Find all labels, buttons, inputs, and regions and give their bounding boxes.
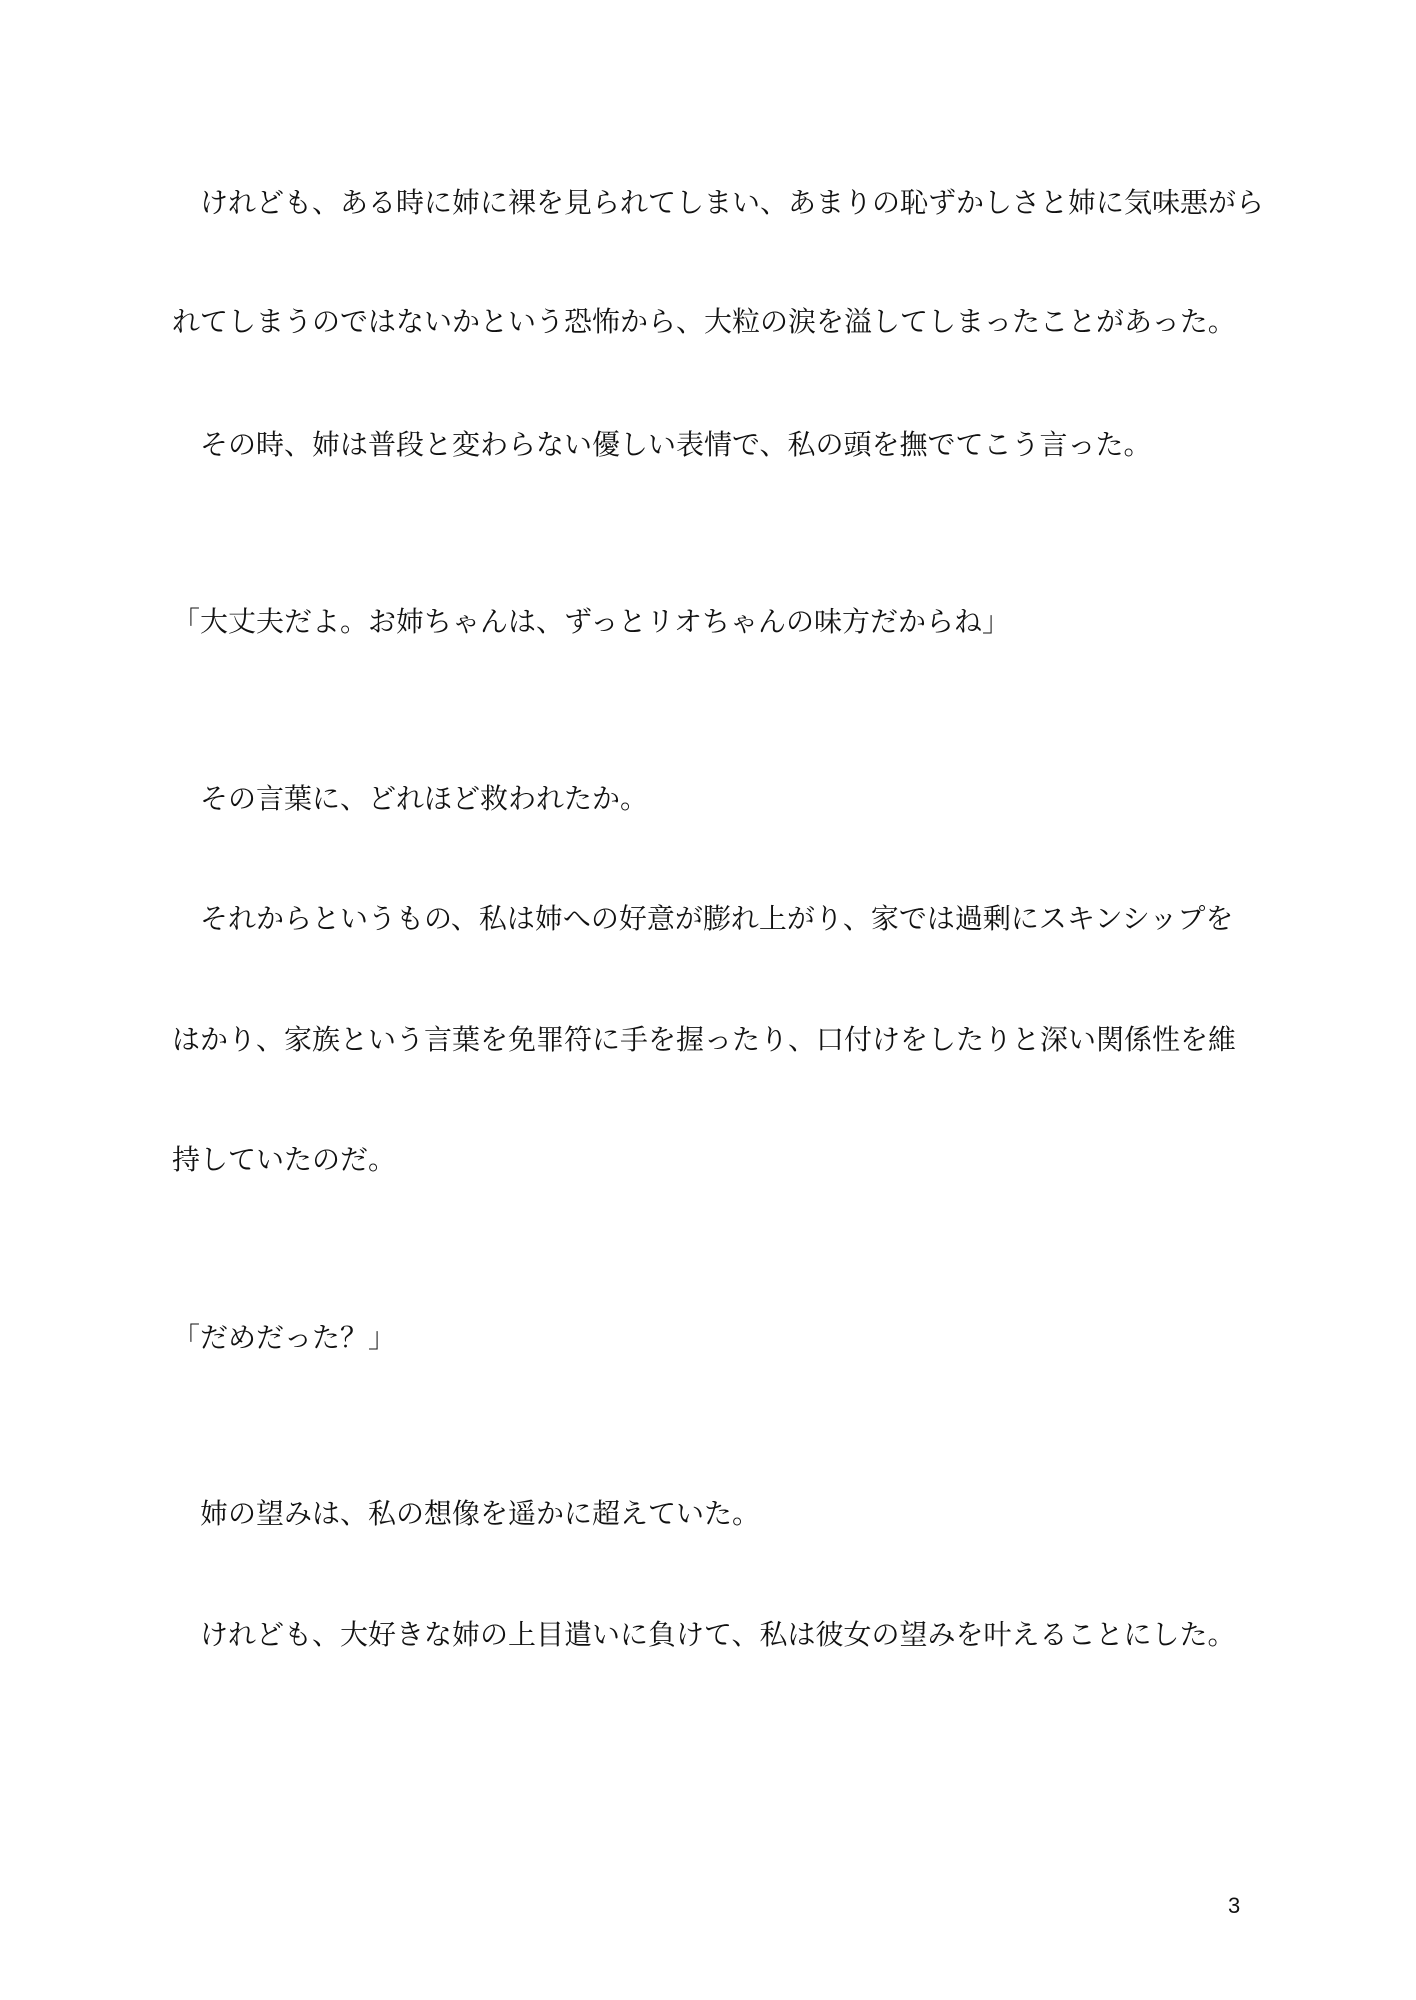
text-line: それからというもの、私は姉への好意が膨れ上がり、家では過剰にスキンシップを (172, 902, 1234, 935)
text-line: けれども、大好きな姉の上目遣いに負けて、私は彼女の望みを叶えることにした。 (172, 1618, 1236, 1651)
text-line: れてしまうのではないかという恐怖から、大粒の涙を溢してしまったことがあった。 (172, 305, 1236, 338)
dialogue-line: 「だめだった？」 (172, 1321, 397, 1354)
text-line: けれども、ある時に姉に裸を見られてしまい、あまりの恥ずかしさと姉に気味悪がら (172, 186, 1265, 219)
text-line: 持していたのだ。 (172, 1143, 397, 1176)
text-line: その言葉に、どれほど救われたか。 (172, 782, 649, 815)
page-number: 3 (1228, 1893, 1241, 1918)
dialogue-line: 「大丈夫だよ。お姉ちゃんは、ずっとリオちゃんの味方だからね」 (172, 605, 1011, 638)
text-line: 姉の望みは、私の想像を遥かに超えていた。 (172, 1497, 761, 1530)
text-line: その時、姉は普段と変わらない優しい表情で、私の頭を撫でてこう言った。 (172, 428, 1152, 461)
text-line: はかり、家族という言葉を免罪符に手を握ったり、口付けをしたりと深い関係性を維 (172, 1023, 1237, 1056)
